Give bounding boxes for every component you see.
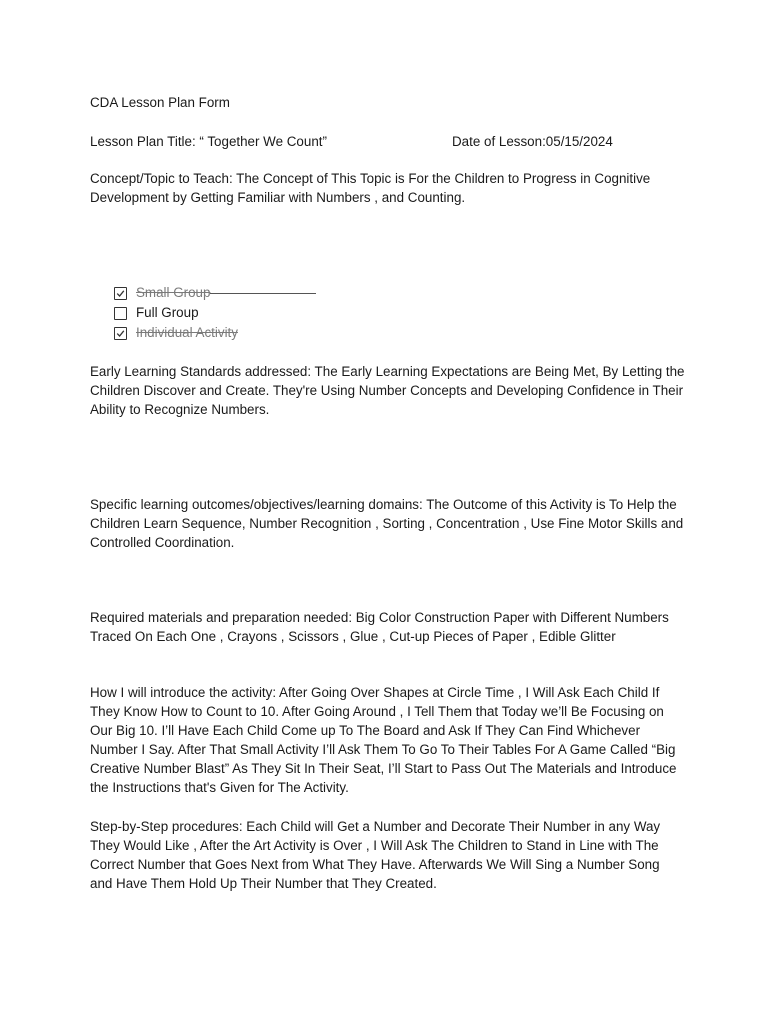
group-options xyxy=(114,283,374,343)
standards-paragraph: Early Learning Standards addressed: The Early Learning Expectations are Being Met, By Letting the Children Discover and Create. They're Using Number Concepts and Developing Confidence in Their Ability to Recognize Numbers. xyxy=(90,364,685,417)
form-title: CDA Lesson Plan Form xyxy=(90,95,230,110)
lesson-date: Date of Lesson:05/15/2024 xyxy=(452,134,613,149)
lesson-title: Lesson Plan Title: “ Together We Count” xyxy=(90,134,327,149)
procedures-paragraph: Step-by-Step procedures: Each Child will Get a Number and Decorate Their Number in any Way They Would Like , After the Art Activity is Over , I Will Ask The Children to Stand in Line with The Correct Number that Goes Next from What They Have. Afterwards We Will Sing a Number Song and Have Them Hold Up Their Number that They Created. xyxy=(90,819,661,891)
checkbox-checked-icon[interactable] xyxy=(114,327,127,340)
option-label: Full Group xyxy=(136,305,199,320)
option-individual-activity[interactable] xyxy=(114,323,374,343)
option-label: Individual Activity xyxy=(136,325,238,340)
option-label: Small Group xyxy=(136,285,211,300)
checkbox-empty-icon[interactable] xyxy=(114,307,127,320)
materials-paragraph: Required materials and preparation needed: Big Color Construction Paper with Different Numbers Traced On Each One , Crayons , Scissors , Glue , Cut-up Pieces of Paper , Edible Glitter xyxy=(90,610,669,644)
introduction-paragraph: How I will introduce the activity: After Going Over Shapes at Circle Time , I Will Ask Each Child If They Know How to Count to 10. After Going Around , I Tell Them that Today we’ll Be Focusing on Our Big 10. I’ll Have Each Child Come up To The Board and Ask If They Can Find Whichever Number I Say. After That Small Activity I’ll Ask Them To Go To Their Tables For A Game Called “Big Creative Number Blast” As They Sit In Their Seat, I’ll Start to Pass Out The Materials and Introduce the Instructions that's Given for The Activity. xyxy=(90,685,677,795)
checkbox-checked-icon[interactable] xyxy=(114,287,127,300)
option-small-group[interactable] xyxy=(114,283,374,303)
outcomes-paragraph: Specific learning outcomes/objectives/learning domains: The Outcome of this Activity is To Help the Children Learn Sequence, Number Recognition , Sorting , Concentration , Use Fine Motor Skills and Controlled Coordination. xyxy=(90,497,684,550)
concept-paragraph: Concept/Topic to Teach: The Concept of This Topic is For the Children to Progress in Cognitive Development by Getting Familiar with Numbers , and Counting. xyxy=(90,171,651,205)
strikethrough-line xyxy=(210,293,316,294)
title-line xyxy=(90,132,730,151)
option-full-group[interactable] xyxy=(114,303,374,323)
